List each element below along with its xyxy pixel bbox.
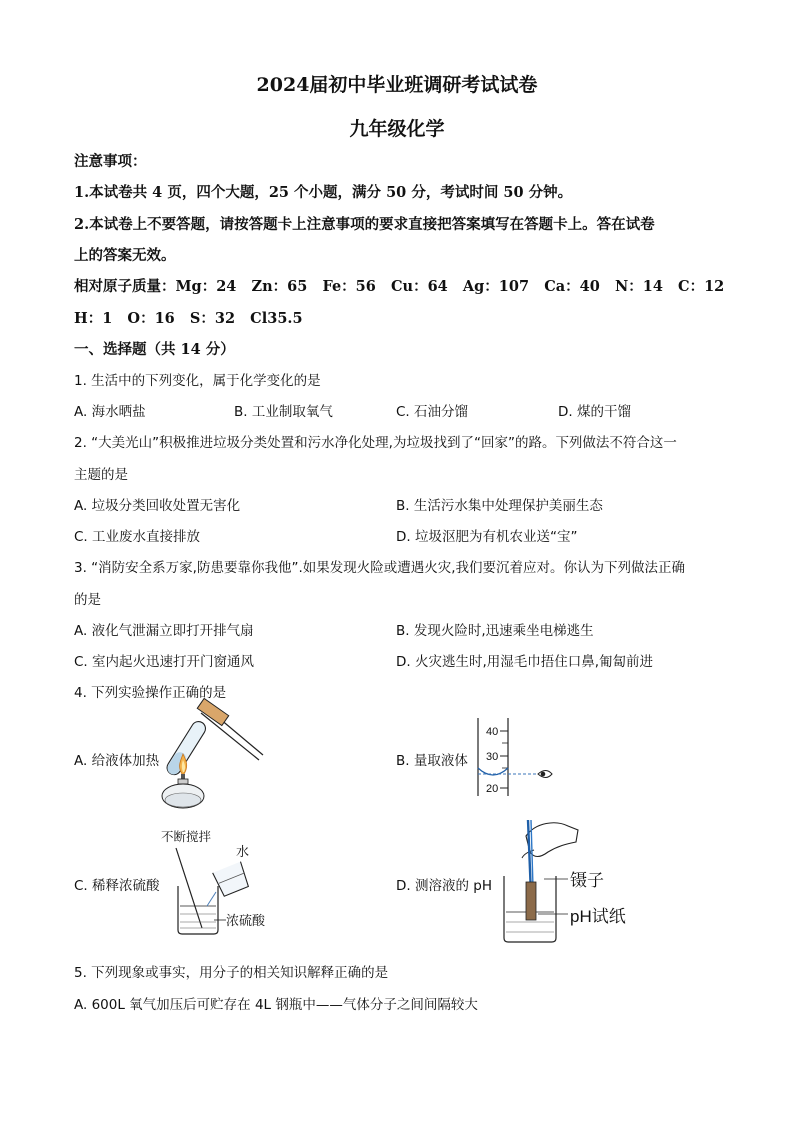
q1-option-a: A. 海水晒盐 xyxy=(74,404,146,420)
label-conc-acid: 浓硫酸 xyxy=(226,913,266,928)
section-heading: 一、选择题（共 14 分） xyxy=(74,341,235,358)
exam-subtitle: 九年级化学 xyxy=(349,118,445,140)
tick-40: 40 xyxy=(486,726,499,738)
q3-option-a: A. 液化气泄漏立即打开排气扇 xyxy=(74,623,254,639)
q3-option-d: D. 火灾逃生时,用湿毛巾捂住口鼻,匍匐前进 xyxy=(396,654,654,670)
q1-option-d: D. 煤的干馏 xyxy=(558,404,631,420)
question-3-stem-line-1: 3. “消防安全系万家,防患要靠你我他”.如果发现火险或遭遇火灾,我们要沉着应对。你认为下列做法正确 xyxy=(74,560,686,576)
label-stirring: 不断搅拌 xyxy=(161,830,212,844)
question-5-stem: 5. 下列现象或事实，用分子的相关知识解释正确的是 xyxy=(74,965,389,981)
dilution-figure xyxy=(160,826,300,938)
q4-option-d: D. 测溶液的 pH xyxy=(396,878,492,894)
question-2-stem-line-2: 主题的是 xyxy=(74,467,128,483)
q2-option-d: D. 垃圾沤肥为有机农业送“宝” xyxy=(396,529,578,545)
q2-option-b: B. 生活污水集中处理保护美丽生态 xyxy=(396,498,603,514)
ph-measurement-figure xyxy=(496,816,646,946)
notes-heading: 注意事项： xyxy=(74,153,147,170)
question-1-stem: 1. 生活中的下列变化，属于化学变化的是 xyxy=(74,373,321,389)
q2-option-a: A. 垃圾分类回收处置无害化 xyxy=(74,498,241,514)
q3-option-c: C. 室内起火迅速打开门窗通风 xyxy=(74,654,255,670)
hand-icon xyxy=(526,823,578,857)
q1-option-c: C. 石油分馏 xyxy=(396,404,469,420)
q1-option-b: B. 工业制取氧气 xyxy=(234,404,333,420)
label-tweezers: 镊子 xyxy=(570,871,604,890)
question-4-stem: 4. 下列实验操作正确的是 xyxy=(74,685,227,701)
tick-30: 30 xyxy=(486,751,499,763)
q5-option-a: A. 600L 氧气加压后可贮存在 4L 钢瓶中——气体分子之间间隔较大 xyxy=(74,997,478,1013)
atomic-masses-line-1: 相对原子质量：Mg：24 Zn：65 Fe：56 Cu：64 Ag：107 Ca：40 N：14 C：12 xyxy=(74,278,725,295)
exam-title: 2024届初中毕业班调研考试试卷 xyxy=(256,74,538,96)
q2-option-c: C. 工业废水直接排放 xyxy=(74,529,201,545)
question-3-stem-line-2: 的是 xyxy=(74,592,101,608)
cylinder-reading-figure xyxy=(470,716,560,800)
note-1: 1.本试卷共 4 页，四个大题，25 个小题，满分 50 分，考试时间 50 分钟。 xyxy=(74,184,573,201)
atomic-masses-line-2: H：1 O：16 S：32 Cl35.5 xyxy=(74,310,303,327)
label-water: 水 xyxy=(236,844,250,859)
note-2-line-1: 2.本试卷上不要答题，请按答题卡上注意事项的要求直接把答案填写在答题卡上。答在试卷 xyxy=(74,216,655,233)
tick-20: 20 xyxy=(486,783,499,795)
q4-option-b: B. 量取液体 xyxy=(396,753,468,769)
heating-liquid-figure xyxy=(155,704,265,809)
note-2-line-2: 上的答案无效。 xyxy=(74,247,176,264)
question-2-stem-line-1: 2. “大美光山”积极推进垃圾分类处置和污水净化处理,为垃圾找到了“回家”的路。下列做法不符合这一 xyxy=(74,435,677,451)
q4-option-a: A. 给液体加热 xyxy=(74,753,160,769)
q4-option-c: C. 稀释浓硫酸 xyxy=(74,878,160,894)
label-ph-paper: pH试纸 xyxy=(570,907,626,926)
q3-option-b: B. 发现火险时,迅速乘坐电梯逃生 xyxy=(396,623,594,639)
